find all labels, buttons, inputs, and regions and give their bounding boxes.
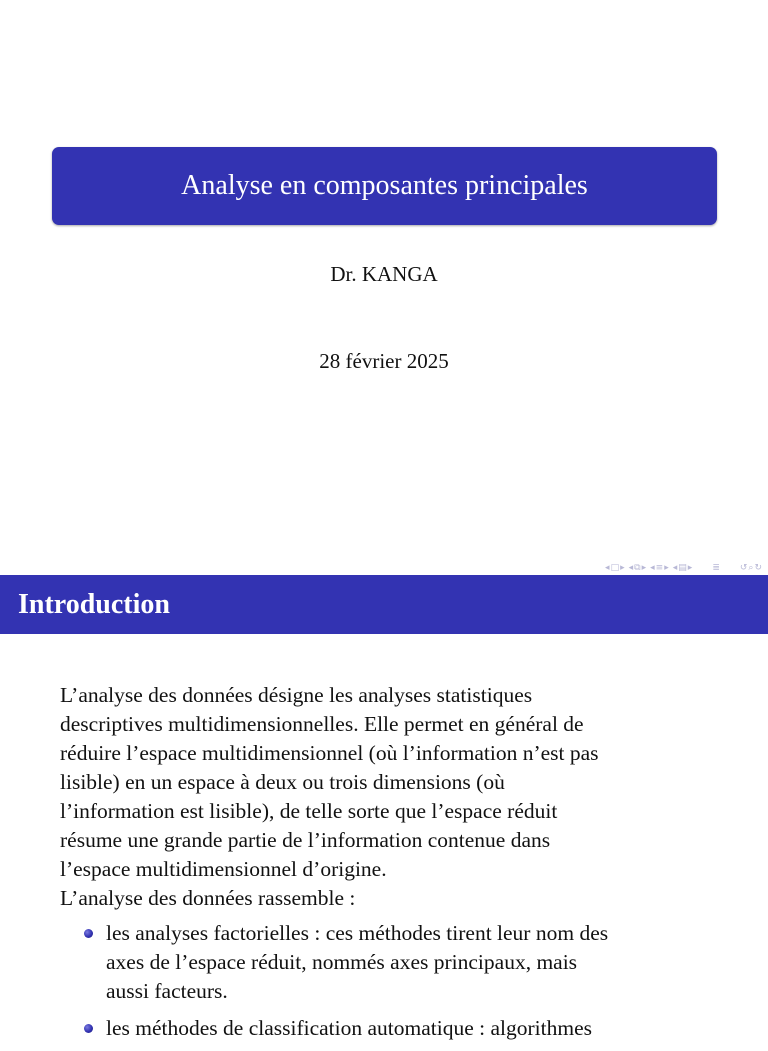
author-name: Dr. KANGA	[330, 262, 438, 286]
nav-group-document	[673, 562, 693, 574]
list-item	[60, 1014, 710, 1043]
nav-prev-section-icon[interactable]: ◂	[650, 563, 655, 573]
paragraph-line: lisible) en un espace à deux ou trois dimensions (où	[60, 770, 505, 794]
list-item	[60, 919, 710, 1006]
bullet-line: les méthodes de classification automatique : algorithmes	[106, 1016, 593, 1040]
nav-appendix-icon[interactable]: ≣	[712, 563, 720, 573]
frame-title-bar	[0, 575, 768, 634]
bullet-ball-icon	[84, 1024, 93, 1033]
nav-group-history	[740, 562, 762, 574]
paragraph-line: l’information est lisible), de telle sorte que l’espace réduit	[60, 799, 558, 823]
title-box	[52, 147, 717, 225]
bullet-ball-icon	[84, 929, 93, 938]
presentation-title: Analyse en composantes principales	[181, 170, 588, 201]
presentation-date: 28 février 2025	[319, 349, 449, 373]
nav-next-frame-icon[interactable]: ▸	[620, 563, 625, 573]
nav-forward-icon[interactable]: ↻	[754, 563, 762, 573]
nav-group-frame	[605, 562, 625, 574]
nav-next-document-icon[interactable]: ▸	[687, 563, 693, 573]
nav-group-section	[650, 562, 669, 574]
nav-prev-document-icon[interactable]: ◂	[672, 563, 678, 573]
nav-prev-frame-icon[interactable]: ◂	[605, 563, 610, 573]
paragraph-line: réduire l’espace multidimensionnel (où l’information n’est pas	[60, 741, 599, 765]
nav-frame-icon[interactable]: □	[610, 563, 620, 573]
nav-section-icon[interactable]: ≡	[655, 563, 664, 573]
beamer-navigation-bar	[605, 561, 762, 575]
nav-group-subsection	[629, 562, 647, 574]
bullet-line: aussi facteurs.	[106, 979, 228, 1003]
nav-prev-subsection-icon[interactable]: ◂	[628, 563, 634, 573]
frame-title: Introduction	[18, 588, 170, 620]
nav-document-icon[interactable]: ▤	[678, 563, 687, 573]
bullet-line: axes de l’espace réduit, nommés axes principaux, mais	[106, 950, 578, 974]
nav-next-subsection-icon[interactable]: ▸	[641, 563, 647, 573]
paragraph-line: résume une grande partie de l’information contenue dans	[60, 828, 551, 852]
intro-paragraph	[60, 681, 710, 913]
nav-back-icon[interactable]: ↺	[739, 563, 748, 573]
paragraph-line: L’analyse des données désigne les analyses statistiques	[60, 683, 533, 707]
frame-body	[60, 681, 710, 1051]
introduction-slide	[0, 575, 768, 1040]
nav-next-section-icon[interactable]: ▸	[664, 563, 669, 573]
bullet-line: les analyses factorielles : ces méthodes tirent leur nom des	[106, 921, 609, 945]
bullet-list	[60, 919, 710, 1043]
nav-subsection-icon[interactable]: ⧉	[634, 563, 641, 573]
paragraph-line: L’analyse des données rassemble :	[60, 886, 356, 910]
nav-search-icon[interactable]: ⌕	[748, 563, 754, 573]
paragraph-line: descriptives multidimensionnelles. Elle permet en général de	[60, 712, 584, 736]
paragraph-line: l’espace multidimensionnel d’origine.	[60, 857, 387, 881]
